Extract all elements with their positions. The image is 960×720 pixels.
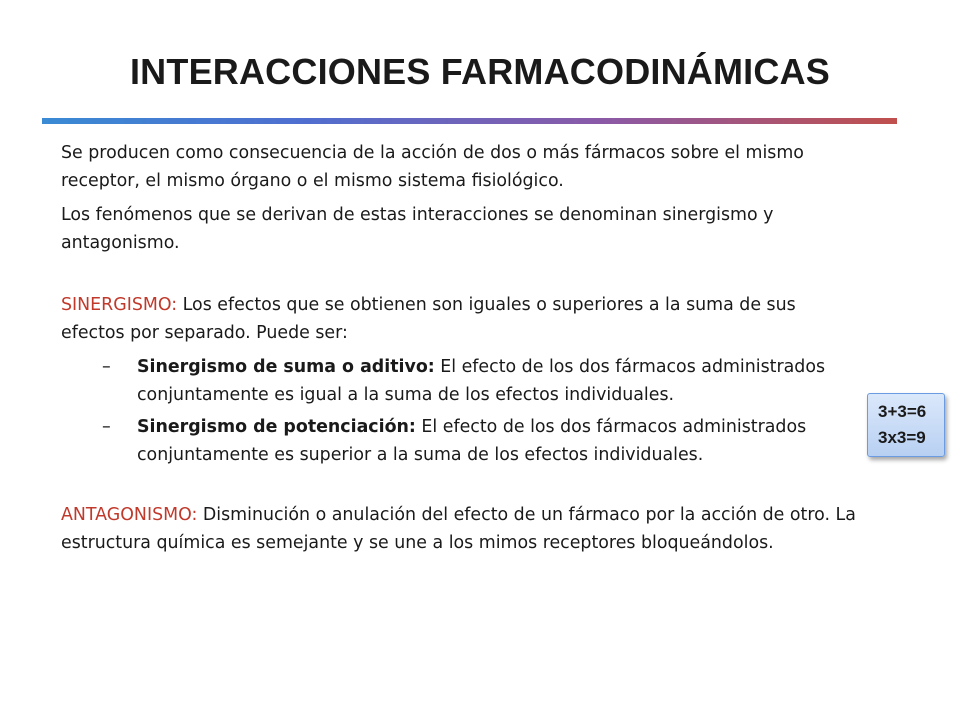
antagonismo-heading: ANTAGONISMO:: [61, 505, 198, 525]
intro-paragraph-1: Se producen como consecuencia de la acción de dos o más fármacos sobre el mismo receptor, el mismo órgano o el mismo sistema fisiológico.: [61, 143, 804, 191]
spacer: [61, 263, 861, 291]
slide-body: [61, 139, 861, 563]
item-term: Sinergismo de suma o aditivo:: [137, 357, 435, 377]
callout-line-product: 3x3=9: [878, 428, 926, 447]
slide-title: INTERACCIONES FARMACODINÁMICAS: [129, 51, 830, 92]
spacer: [61, 473, 861, 501]
sinergismo-heading: SINERGISMO:: [61, 295, 178, 315]
intro-paragraph-2: Los fenómenos que se derivan de estas interacciones se denominan sinergismo y antagonismo.: [61, 205, 774, 253]
antagonismo-paragraph: [61, 501, 861, 557]
equation-callout-box: [867, 393, 945, 457]
dash-bullet: –: [102, 417, 111, 437]
list-item-suma: [61, 353, 861, 409]
item-term: Sinergismo de potenciación:: [137, 417, 416, 437]
dash-bullet: –: [102, 357, 111, 377]
title-divider: [42, 118, 897, 124]
antagonismo-text: Disminución o anulación del efecto de un fármaco por la acción de otro. La estructura química es semejante y se une a los mimos receptores bloqueándolos.: [61, 505, 856, 553]
item-text: El efecto de los dos fármacos administrados conjuntamente es superior a la suma de los efectos individuales.: [137, 417, 807, 465]
item-text: El efecto de los dos fármacos administrados conjuntamente es igual a la suma de los efectos individuales.: [137, 357, 826, 405]
list-item-potenciacion: [61, 413, 861, 469]
callout-line-sum: 3+3=6: [878, 402, 927, 421]
sinergismo-text: Los efectos que se obtienen son iguales o superiores a la suma de sus efectos por separado. Puede ser:: [61, 295, 796, 343]
sinergismo-paragraph: [61, 291, 861, 347]
